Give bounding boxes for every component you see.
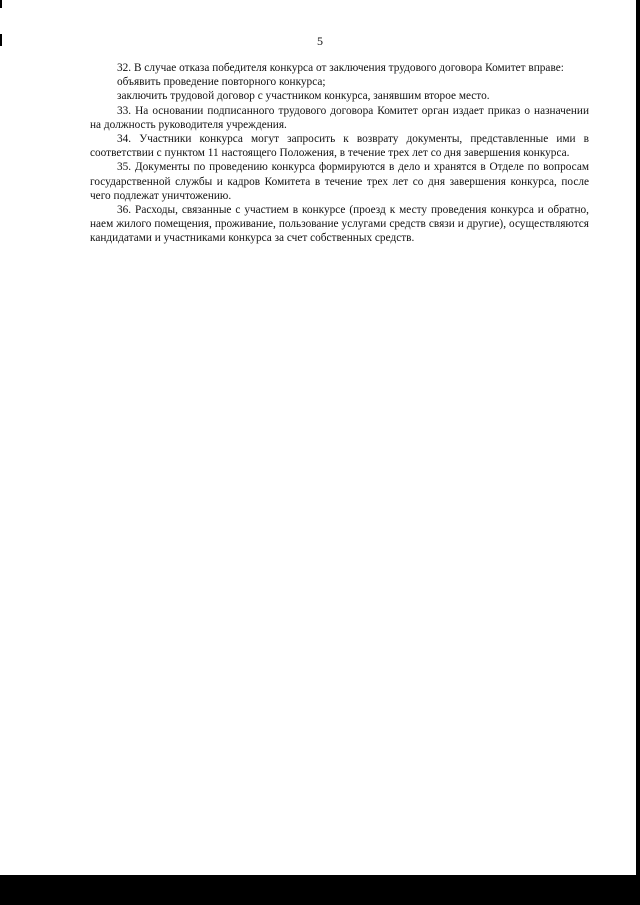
scan-edge-mark (0, 0, 2, 8)
paragraph-32-option-1: объявить проведение повторного конкурса; (117, 76, 326, 89)
page-number: 5 (317, 34, 323, 48)
paragraph-32-option-2: заключить трудовой договор с участником конкурса, занявшим второе место. (117, 90, 490, 103)
paragraph-33: 33. На основании подписанного трудового договора Комитет орган издает приказ о назначении на должность руководителя учреждения. (90, 104, 589, 131)
paragraph-35: 35. Документы по проведению конкурса формируются в дело и хранятся в Отделе по вопросам государственной службы и кадров Комитета в течение трех лет со дня завершения конкурса, после чего подлежат уничтожению. (90, 161, 589, 202)
paragraph-36: 36. Расходы, связанные с участием в конкурсе (проезд к месту проведения конкурса и обратно, наем жилого помещения, проживание, пользование услугами средств связи и другие), осуществляются кандидатами и участниками конкурса за счет собственных средств. (90, 204, 589, 245)
scan-right-edge (636, 0, 640, 905)
paragraph-34: 34. Участники конкурса могут запросить к возврату документы, представленные ими в соответствии с пунктом 11 настоящего Положения, в течение трех лет со дня завершения конкурса. (90, 133, 589, 160)
paragraph-32: 32. В случае отказа победителя конкурса от заключения трудового договора Комитет вправе: (117, 62, 564, 74)
scan-bottom-band (0, 875, 640, 905)
document-body (90, 61, 589, 246)
